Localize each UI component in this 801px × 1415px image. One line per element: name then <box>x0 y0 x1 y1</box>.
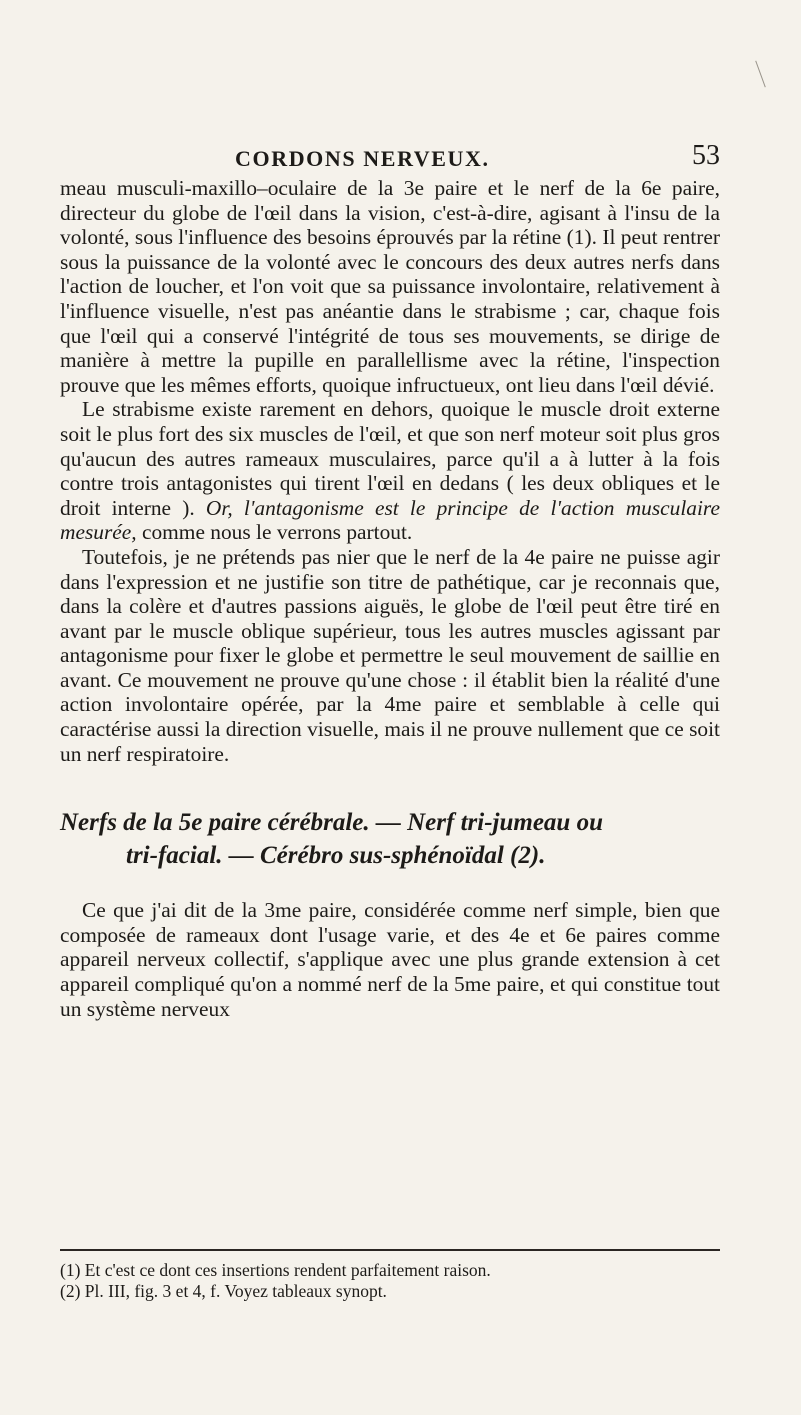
paragraph-3: Toutefois, je ne prétends pas nier que le nerf de la 4e paire ne puisse agir dans l'expression et ne justifie son titre de pathétique, car je reconnais que, dans la colère et d'autres passions aiguës, le globe de l'œil peut être tiré en avant par le muscle oblique supérieur, tous les autres muscles agissant par antagonisme pour fixer le globe et permettre le seul mouvement de saillie en avant. Ce mouvement ne prouve qu'une chose : il établit bien la réalité d'une action involontaire opérée, par la 4me paire et semblable à celle qui caractérise aussi la direction visuelle, mais il ne prouve nullement que ce soit un nerf respiratoire. <box>60 544 720 766</box>
paragraph-4: Ce que j'ai dit de la 3me paire, considérée comme nerf simple, bien que composée de rameaux dont l'usage varie, et des 4e et 6e paires comme appareil nerveux collectif, s'applique avec une plus grande extension à cet appareil compliqué qu'on a nommé nerf de la 5me paire, et qui constitue tout un système nerveux <box>60 898 720 1021</box>
paragraph-2 <box>60 397 720 545</box>
running-head <box>60 134 720 174</box>
footnote-1: (1) Et c'est ce dont ces insertions rendent parfaitement raison. <box>60 1260 491 1280</box>
scan-mark <box>755 61 766 88</box>
section-heading-line1: Nerfs de la 5e paire cérébrale. — Nerf tri-jumeau ou <box>60 809 603 837</box>
paragraph-1: meau musculi-maxillo–oculaire de la 3e paire et le nerf de la 6e paire, directeur du globe de l'œil dans la vision, c'est-à-dire, agisant à l'insu de la volonté, sous l'influence des besoins éprouvés par la rétine (1). Il peut rentrer sous la puissance de la volonté avec le concours des deux autres nerfs dans l'action de loucher, et l'on voit que sa puissance involontaire, relativement à l'influence visuelle, n'est pas anéantie dans le strabisme ; car, chaque fois que l'œil qui a conservé l'intégrité de tous ses mouvements, se dirige de manière à mettre la pupille en parallellisme avec la rétine, l'inspection prouve que les mêmes efforts, quoique infructueux, ont lieu dans l'œil dévié. <box>60 176 720 397</box>
italic-principle: l'antagonisme est le principe de l'action musculaire mesurée, <box>60 495 720 545</box>
italic-tail: comme nous le verrons partout. <box>141 520 413 545</box>
italic-or: Or, <box>205 495 233 520</box>
section-heading <box>60 806 720 872</box>
body-text <box>60 176 720 1021</box>
footnotes <box>60 1260 720 1302</box>
footnote-2: (2) Pl. III, fig. 3 et 4, f. Voyez tableaux synopt. <box>60 1281 387 1301</box>
running-title: CORDONS NERVEUX. <box>235 146 490 171</box>
page-number: 53 <box>692 140 720 171</box>
footnote-rule <box>60 1249 720 1251</box>
section-heading-line2: tri-facial. — Cérébro sus-sphénoïdal (2). <box>126 842 546 870</box>
paragraph-2-text: Le strabisme existe rarement en dehors, quoique le muscle droit externe soit le plus fort des six muscles de l'œil, et que son nerf moteur soit plus gros qu'aucun des autres rameaux musculaires, parce qu'il a à lutter à la fois contre trois antagonistes qui tirent l'œil en dedans ( les deux obliques et le droit interne ). <box>60 397 720 520</box>
